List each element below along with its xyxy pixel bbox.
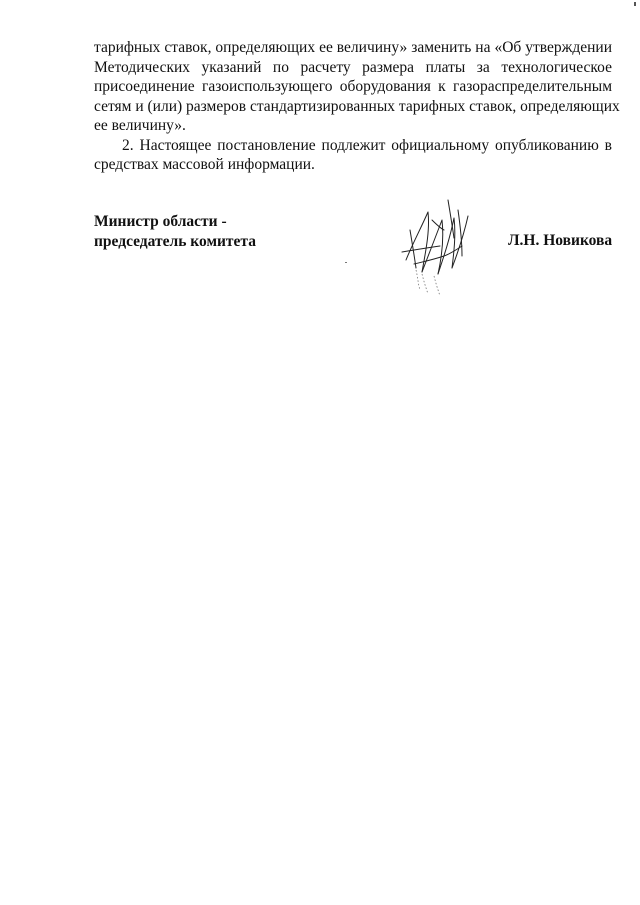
- signatory-position: [94, 212, 256, 251]
- paragraph-2: [94, 136, 612, 175]
- text-line: тарифных ставок, определяющих ее величину» заменить на «Об утверждении: [94, 39, 612, 56]
- text-line: ее величину».: [94, 117, 186, 134]
- text-line: Методических указаний по расчету размера платы за технологическое: [94, 58, 612, 76]
- text-line: присоединение газоиспользующего оборудования к газораспределительным: [94, 78, 612, 95]
- scan-mark: [634, 2, 636, 6]
- position-line-1: Министр области -: [94, 213, 227, 230]
- signatory-name: Л.Н. Новикова: [508, 232, 613, 249]
- position-line-2: председатель комитета: [94, 232, 256, 250]
- text-line: средствах массовой информации.: [94, 156, 315, 173]
- document-body: [94, 38, 620, 175]
- text-line: 2. Настоящее постановление подлежит официальному опубликованию в: [122, 136, 612, 154]
- handwritten-signature-icon: [392, 190, 482, 300]
- scan-mark: [345, 262, 347, 263]
- paragraph-1: [94, 38, 620, 136]
- text-line: сетям и (или) размеров стандартизированных тарифных ставок, определяющих: [94, 97, 620, 115]
